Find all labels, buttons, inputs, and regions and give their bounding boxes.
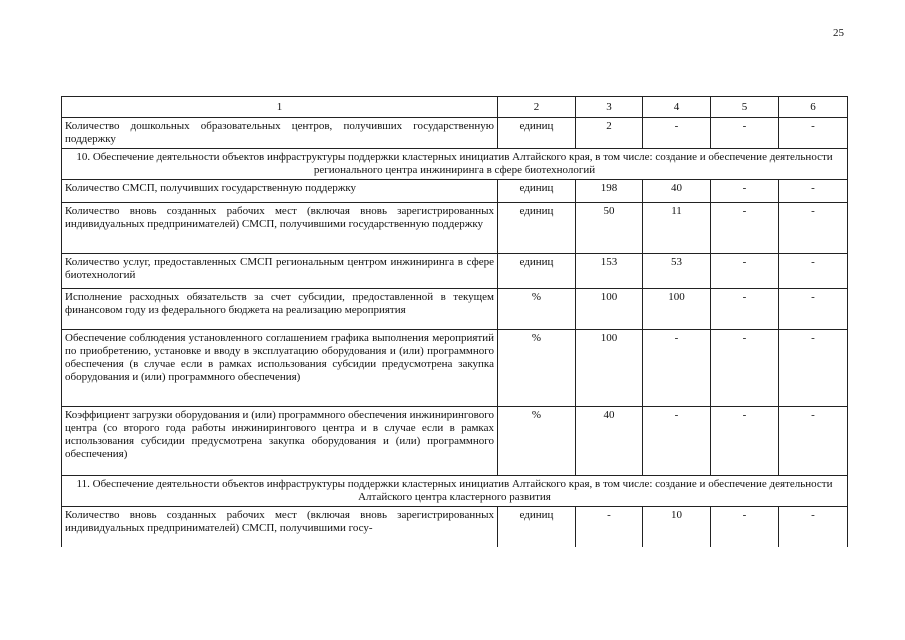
value-cell: - xyxy=(643,118,711,149)
table-row xyxy=(62,180,848,203)
value-cell: - xyxy=(643,407,711,476)
table-row xyxy=(62,507,848,548)
value-cell: 53 xyxy=(643,254,711,289)
section-heading-row xyxy=(62,476,848,507)
value-cell: 100 xyxy=(576,330,643,407)
value-cell: - xyxy=(711,289,779,330)
value-cell: - xyxy=(779,254,848,289)
indicator-name: Количество услуг, предоставленных СМСП региональным центром инжиниринга в сфере биотехнологий xyxy=(62,254,498,289)
section-heading: 11. Обеспечение деятельности объектов инфраструктуры поддержки кластерных инициатив Алтайского края, в том числе: создание и обеспечение деятельности Алтайского центра кластерного развития xyxy=(62,476,848,507)
value-cell: 10 xyxy=(643,507,711,548)
value-cell: - xyxy=(779,203,848,254)
value-cell: - xyxy=(711,118,779,149)
value-cell: - xyxy=(779,330,848,407)
value-cell: - xyxy=(779,407,848,476)
value-cell: - xyxy=(711,330,779,407)
value-cell: - xyxy=(711,203,779,254)
header-cell: 1 xyxy=(62,97,498,118)
value-cell: 50 xyxy=(576,203,643,254)
value-cell: 40 xyxy=(643,180,711,203)
header-cell: 5 xyxy=(711,97,779,118)
value-cell: - xyxy=(711,407,779,476)
indicator-name: Исполнение расходных обязательств за счет субсидии, предоставленной в текущем финансовом году из федерального бюджета на реализацию мероприятия xyxy=(62,289,498,330)
value-cell: - xyxy=(576,507,643,548)
header-cell: 6 xyxy=(779,97,848,118)
header-row xyxy=(62,97,848,118)
value-cell: - xyxy=(711,507,779,548)
header-cell: 2 xyxy=(498,97,576,118)
unit-cell: % xyxy=(498,330,576,407)
header-cell: 4 xyxy=(643,97,711,118)
value-cell: - xyxy=(779,118,848,149)
value-cell: - xyxy=(779,289,848,330)
value-cell: 153 xyxy=(576,254,643,289)
header-cell: 3 xyxy=(576,97,643,118)
unit-cell: единиц xyxy=(498,507,576,548)
indicator-name: Количество дошкольных образовательных центров, получивших государственную поддержку xyxy=(62,118,498,149)
indicator-name: Коэффициент загрузки оборудования и (или) программного обеспечения инжинирингового центра (со второго года работы инжинирингового центра и в случае если в рамках использования субсидии предусмотрена закупка оборудования и (или) программного обеспечения) xyxy=(62,407,498,476)
table-row xyxy=(62,118,848,149)
value-cell: 100 xyxy=(576,289,643,330)
table-row xyxy=(62,330,848,407)
section-heading-row xyxy=(62,149,848,180)
unit-cell: % xyxy=(498,289,576,330)
unit-cell: единиц xyxy=(498,203,576,254)
indicator-name: Количество СМСП, получивших государственную поддержку xyxy=(62,180,498,203)
indicator-name: Обеспечение соблюдения установленного соглашением графика выполнения мероприятий по приобретению, установке и вводу в эксплуатацию оборудования и (или) программного обеспечения (в случае если в рамках использования субсидии предусмотрена закупка оборудования и (или) программного обеспечения) xyxy=(62,330,498,407)
value-cell: 40 xyxy=(576,407,643,476)
value-cell: 2 xyxy=(576,118,643,149)
section-heading: 10. Обеспечение деятельности объектов инфраструктуры поддержки кластерных инициатив Алтайского края, в том числе: создание и обеспечение деятельности регионального центра инжиниринга в сфере биотехнологий xyxy=(62,149,848,180)
value-cell: - xyxy=(779,180,848,203)
value-cell: - xyxy=(643,330,711,407)
table-row xyxy=(62,289,848,330)
value-cell: - xyxy=(711,180,779,203)
table-row xyxy=(62,254,848,289)
unit-cell: единиц xyxy=(498,180,576,203)
unit-cell: единиц xyxy=(498,254,576,289)
unit-cell: % xyxy=(498,407,576,476)
page-number: 25 xyxy=(833,27,844,39)
indicator-name: Количество вновь созданных рабочих мест (включая вновь зарегистрированных индивидуальных предпринимателей) СМСП, получившими госу- xyxy=(62,507,498,548)
indicators-table xyxy=(61,96,848,547)
unit-cell: единиц xyxy=(498,118,576,149)
value-cell: 11 xyxy=(643,203,711,254)
value-cell: - xyxy=(711,254,779,289)
table-row xyxy=(62,407,848,476)
value-cell: 198 xyxy=(576,180,643,203)
value-cell: - xyxy=(779,507,848,548)
value-cell: 100 xyxy=(643,289,711,330)
table-row xyxy=(62,203,848,254)
indicator-name: Количество вновь созданных рабочих мест (включая вновь зарегистрированных индивидуальных предпринимателей) СМСП, получившими государственную поддержку xyxy=(62,203,498,254)
